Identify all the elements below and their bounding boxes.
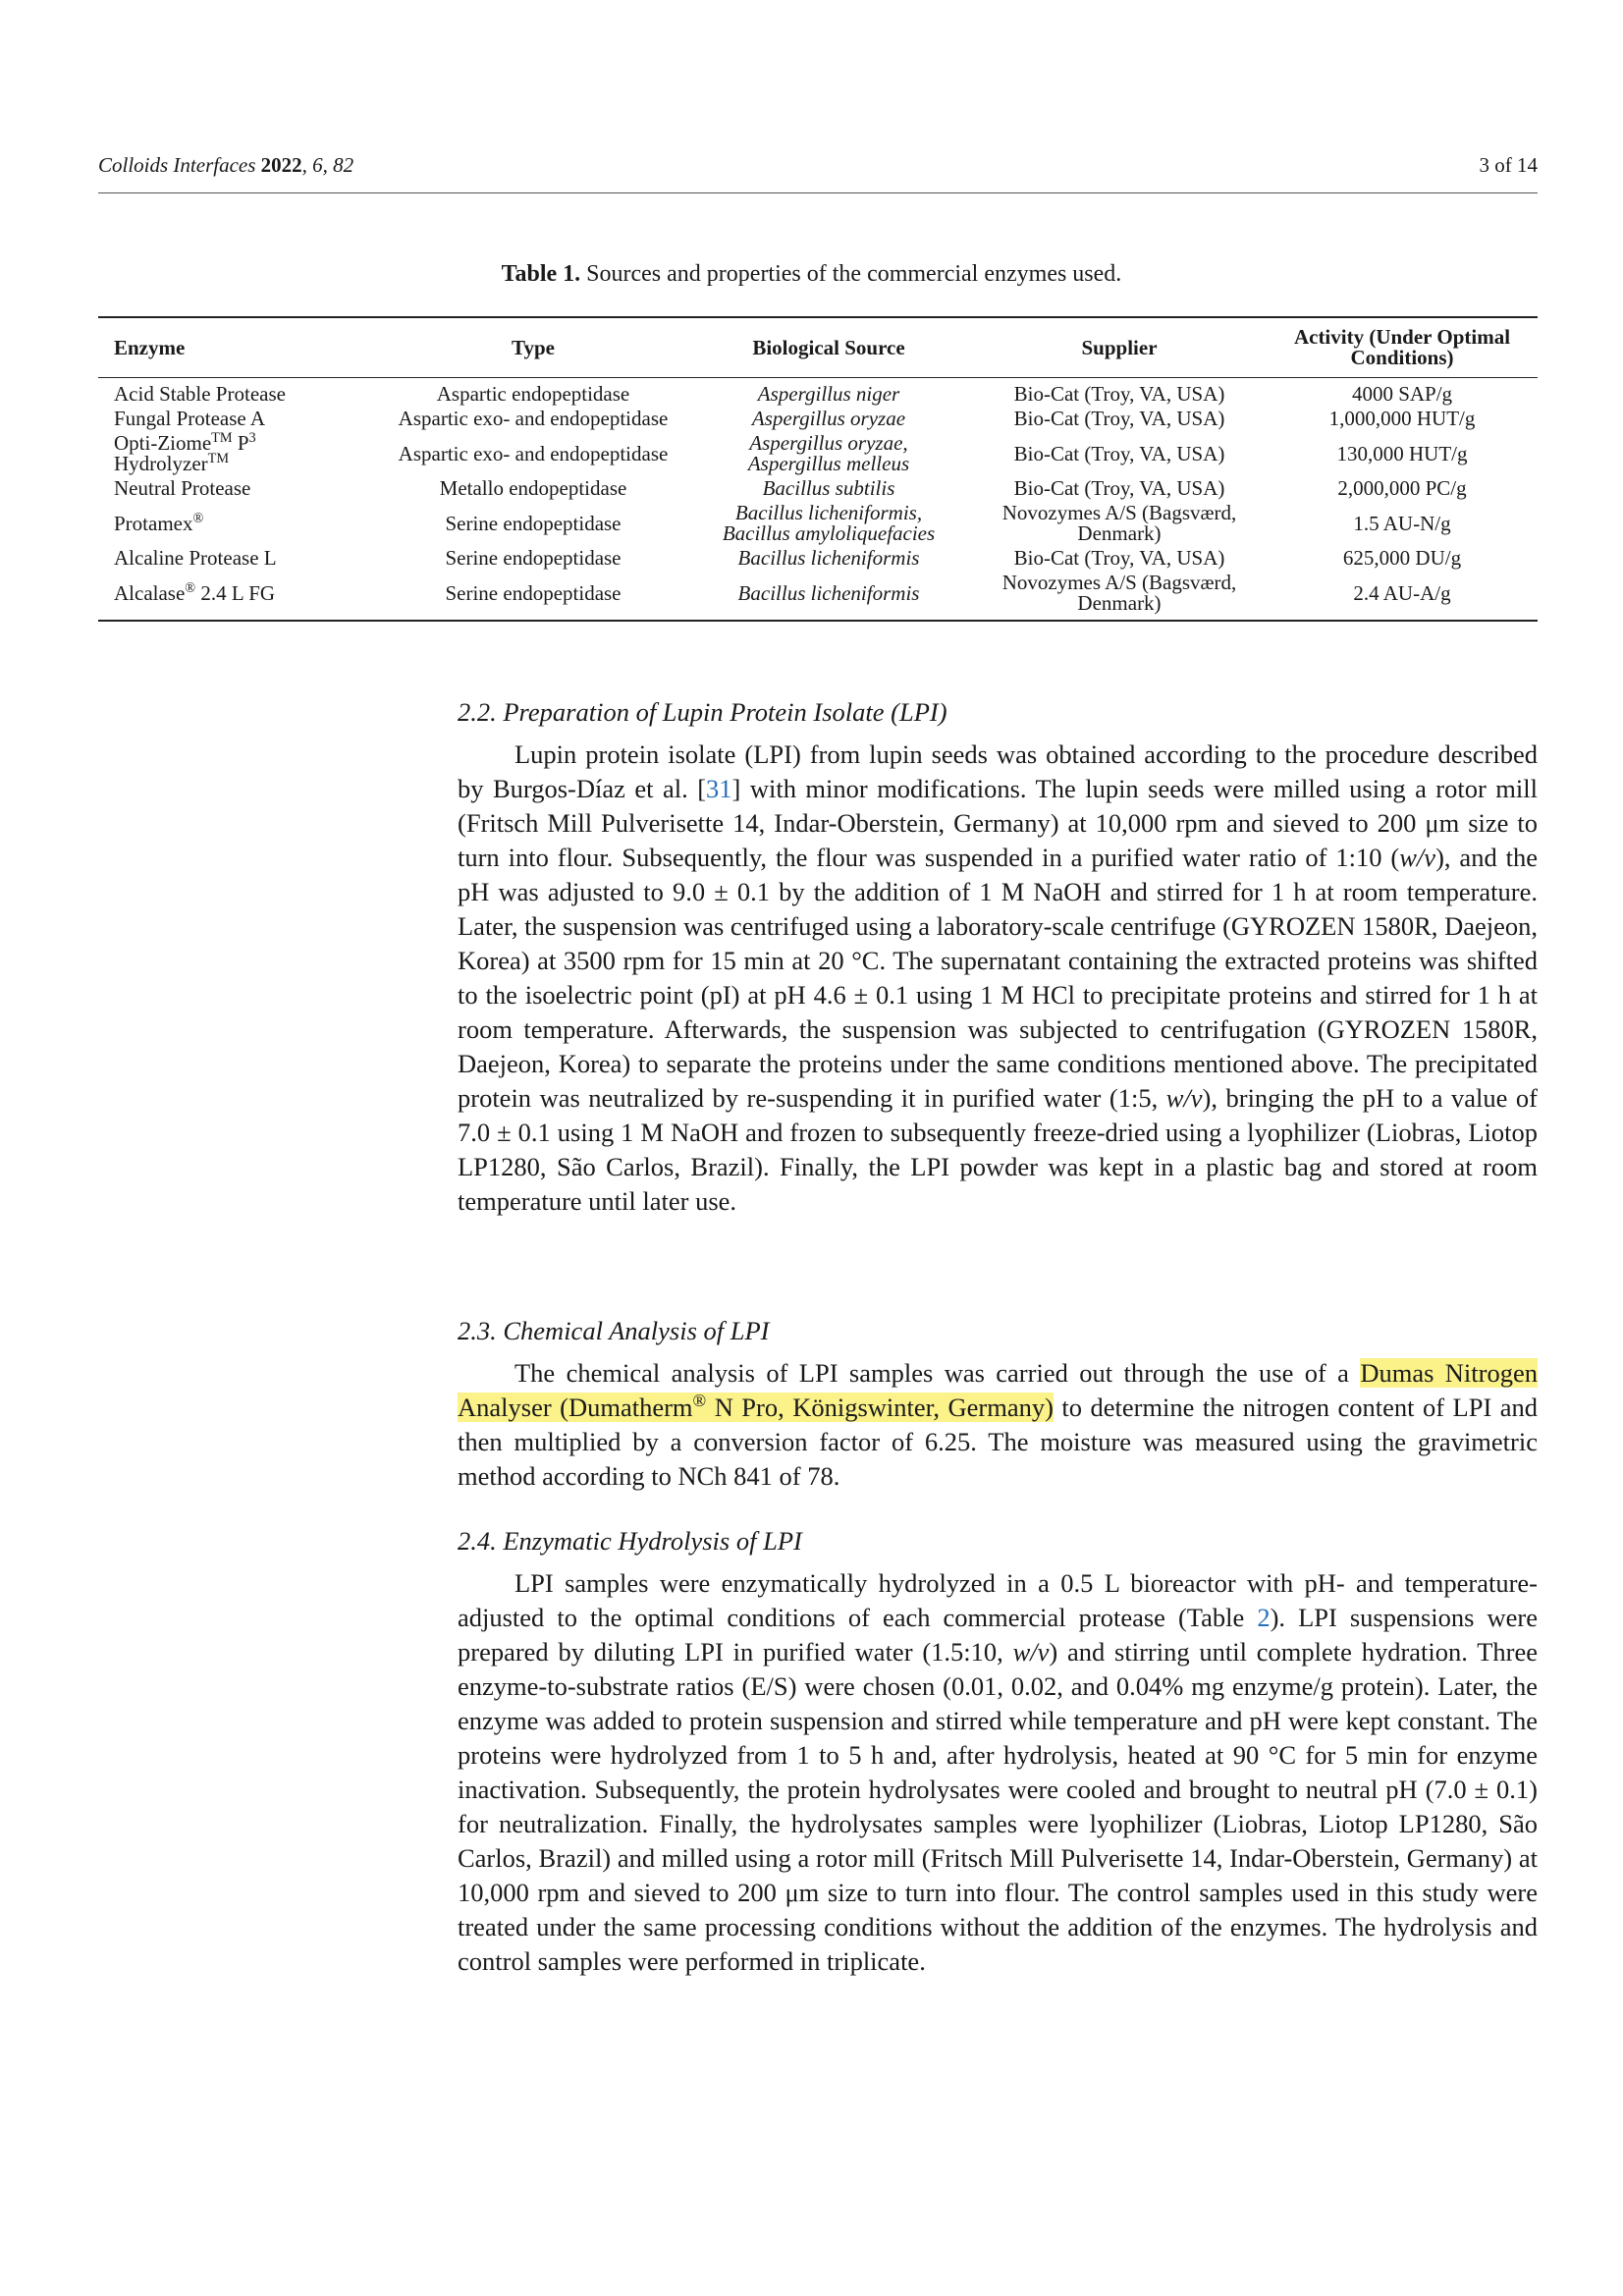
header-rule	[98, 192, 1538, 193]
text-run: w/v	[1399, 843, 1436, 872]
table-caption	[0, 261, 1623, 288]
registered-mark: ®	[692, 1391, 707, 1411]
text-run: N Pro, Königswinter, Germany)	[706, 1393, 1054, 1422]
table-row	[98, 431, 1538, 476]
table-row	[98, 501, 1538, 546]
activity-cell: 625,000 DU/g	[1342, 546, 1462, 570]
enzyme-name: Protamex	[114, 511, 193, 535]
section-2-4	[458, 1524, 1538, 1979]
enzyme-name: Alcalase	[114, 580, 186, 605]
registered-mark: ®	[185, 579, 196, 596]
text-run: ), and the pH was adjusted to 9.0 ± 0.1 by the addition of 1 M NaOH and stirred for 1 h at room temperature. Later, the suspension was centrifuged using a laboratory-scale centrifuge (GYROZEN 1580R, Daejeon, Korea) at 3500 rpm for 15 min at 20 °C. The supernatant containing the extracted proteins was shifted to the isoelectric point (pI) at pH 4.6 ± 0.1 using 1 M HCl to precipitate proteins and stirred for 1 h at room temperature. Afterwards, the suspension was subjected to centrifugation (GYROZEN 1580R, Daejeon, Korea) to separate the proteins under the same conditions mentioned above. The precipitated protein was neutralized by re-suspending it in purified water (1:5,	[458, 843, 1538, 1113]
activity-cell: 2.4 AU-A/g	[1353, 580, 1451, 605]
activity-cell: 130,000 HUT/g	[1336, 441, 1468, 465]
enzyme-name-suffix: P	[232, 431, 249, 455]
text-run: to determine the nitrogen content of LPI and then multiplied by a conversion factor of 6.25. The moisture was measured using the gravimetric method according to NCh 841 of 78.	[458, 1393, 1539, 1491]
activity-cell: 2,000,000 PC/g	[1337, 476, 1467, 500]
source-cell: Aspergillus niger	[757, 382, 900, 406]
type-cell: Serine endopeptidase	[445, 546, 622, 570]
journal-name: Colloids Interfaces	[98, 153, 256, 177]
text-run: ) and stirring until complete hydration. Three enzyme-to-substrate ratios (E/S) were chosen (0.01, 0.02, and 0.04% mg enzyme/g protein). Later, the enzyme was added to protein suspension and stirred while temperature and pH were kept constant. The proteins were hydrolyzed from 1 to 5 h and, after hydrolysis, heated at 90 °C for 5 min for enzyme inactivation. Subsequently, the protein hydrolysates were cooled and brought to neutral pH (7.0 ± 0.1) for neutralization. Finally, the hydrolysates samples were lyophilizer (Liobras, Liotop LP1280, São Carlos, Brazil) and milled using a rotor mill (Fritsch Mill Pulverisette 14, Indar-Oberstein, Germany) at 10,000 rpm and sieved to 200 μm size to turn into flour. The control samples used in this study were treated under the same processing conditions without the addition of the enzymes. The hydrolysis and control samples were performed in triplicate.	[458, 1637, 1539, 1976]
page-number: 3 of 14	[1479, 153, 1538, 177]
supplier-cell: Bio-Cat (Troy, VA, USA)	[1013, 546, 1225, 570]
paragraph	[458, 738, 1538, 1219]
table-row	[98, 571, 1538, 621]
table-header-row	[98, 317, 1538, 378]
table-caption-label: Table 1.	[501, 261, 581, 287]
column-header: Enzyme	[114, 335, 186, 359]
type-cell: Metallo endopeptidase	[439, 476, 627, 500]
supplier-cell: Novozymes A/S (Bagsværd, Denmark)	[1001, 501, 1237, 545]
activity-cell: 1,000,000 HUT/g	[1328, 407, 1476, 430]
source-cell: Aspergillus oryzae	[751, 407, 906, 430]
enzyme-cell: Neutral Protease	[114, 476, 251, 500]
enzyme-name-line2: Hydrolyzer	[114, 452, 208, 475]
enzyme-cell: Fungal Protease A	[114, 407, 265, 430]
running-header	[98, 153, 1538, 178]
column-header: Type	[512, 335, 555, 359]
text-run: Lupin protein isolate (LPI) from lupin seeds was obtained according to the procedure described by Burgos-Díaz et al. [	[458, 739, 1538, 803]
type-cell: Serine endopeptidase	[445, 580, 622, 605]
enzyme-cell: Acid Stable Protease	[114, 382, 286, 406]
section-2-3	[458, 1314, 1538, 1494]
text-run: LPI samples were enzymatically hydrolyzed in a 0.5 L bioreactor with pH- and temperature-adjusted to the optimal conditions of each commercial protease (Table	[458, 1568, 1538, 1632]
source-cell: Bacillus subtilis	[762, 476, 895, 500]
supplier-cell: Bio-Cat (Troy, VA, USA)	[1013, 407, 1225, 430]
source-cell: Bacillus licheniformis	[737, 546, 920, 570]
section-title: 2.3. Chemical Analysis of LPI	[458, 1316, 770, 1345]
source-cell: Aspergillus oryzae, Aspergillus melleus	[747, 431, 910, 475]
journal-volume: , 6, 82	[301, 153, 354, 177]
table-row	[98, 476, 1538, 501]
journal-citation	[98, 153, 353, 178]
text-run: The chemical analysis of LPI samples was carried out through the use of a	[514, 1358, 1361, 1388]
table-row	[98, 546, 1538, 571]
enzyme-cell	[98, 501, 381, 546]
enzyme-cell	[98, 571, 381, 621]
column-header: Biological Source	[752, 335, 905, 359]
supplier-cell: Bio-Cat (Troy, VA, USA)	[1013, 382, 1225, 406]
paragraph	[458, 1356, 1538, 1494]
section-title: 2.2. Preparation of Lupin Protein Isolate (LPI)	[458, 697, 947, 727]
text-run: ). LPI suspensions were prepared by diluting LPI in purified water (1.5:10,	[458, 1603, 1539, 1667]
table-link[interactable]: 2	[1257, 1603, 1271, 1632]
source-cell: Bacillus licheniformis	[737, 580, 920, 605]
text-run: w/v	[1012, 1637, 1050, 1667]
column-header: Supplier	[1081, 335, 1158, 359]
enzymes-table	[98, 316, 1538, 622]
trademark-mark: TM	[207, 451, 230, 466]
column-header: Activity (Under Optimal Conditions)	[1293, 325, 1511, 369]
table-caption-text: Sources and properties of the commercial enzymes used.	[580, 261, 1122, 287]
type-cell: Aspartic endopeptidase	[436, 382, 630, 406]
supplier-cell: Bio-Cat (Troy, VA, USA)	[1013, 476, 1225, 500]
activity-cell: 1.5 AU-N/g	[1353, 511, 1451, 535]
table-row	[98, 407, 1538, 431]
type-cell: Aspartic exo- and endopeptidase	[398, 407, 669, 430]
enzyme-name-suffix: 2.4 L FG	[195, 580, 276, 605]
table-row	[98, 378, 1538, 408]
enzyme-cell: Alcaline Protease L	[114, 546, 277, 570]
trademark-mark: TM	[211, 430, 233, 446]
section-title: 2.4. Enzymatic Hydrolysis of LPI	[458, 1526, 802, 1556]
text-run: ] with minor modifications. The lupin seeds were milled using a rotor mill (Fritsch Mill Pulverisette 14, Indar-Oberstein, Germany) at 10,000 rpm and sieved to 200 μm size to turn into flour. Subsequently, the flour was suspended in a purified water ratio of 1:10 (	[458, 774, 1538, 872]
section-2-2	[458, 695, 1538, 1219]
enzyme-name: Opti-Ziome	[114, 431, 212, 455]
activity-cell: 4000 SAP/g	[1351, 382, 1453, 406]
journal-year: 2022	[260, 153, 302, 177]
citation-link[interactable]: 31	[706, 774, 732, 803]
type-cell: Serine endopeptidase	[445, 511, 622, 535]
supplier-cell: Novozymes A/S (Bagsværd, Denmark)	[1001, 571, 1237, 615]
text-run: w/v	[1165, 1083, 1203, 1113]
superscript: 3	[248, 430, 256, 446]
text-run: Dumas Nitrogen Analyser (Dumatherm	[458, 1358, 1538, 1422]
enzyme-cell	[98, 431, 381, 476]
supplier-cell: Bio-Cat (Troy, VA, USA)	[1013, 441, 1225, 465]
registered-mark: ®	[192, 510, 204, 526]
source-cell: Bacillus licheniformis, Bacillus amyloliquefacies	[722, 501, 936, 545]
text-run: ), bringing the pH to a value of 7.0 ± 0.1 using 1 M NaOH and frozen to subsequently freeze-dried using a lyophilizer (Liobras, Liotop LP1280, São Carlos, Brazil). Finally, the LPI powder was kept in a plastic bag and stored at room temperature until later use.	[458, 1083, 1539, 1216]
paragraph	[458, 1566, 1538, 1979]
type-cell: Aspartic exo- and endopeptidase	[398, 441, 669, 465]
